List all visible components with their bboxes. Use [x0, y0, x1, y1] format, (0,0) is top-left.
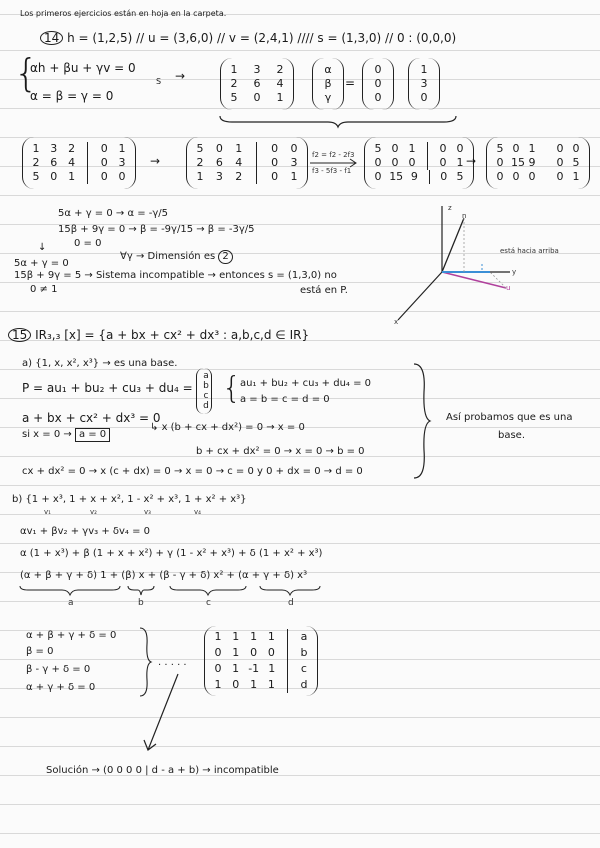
group-label-b: b — [138, 598, 144, 608]
linear-combination: αv₁ + βv₂ + γv₃ + δv₄ = 0 — [20, 526, 151, 537]
v1-label: v₁ — [44, 508, 51, 516]
final-matrix: 1 1 1 1 a 0 1 0 0 b 0 1 -1 1 c 1 0 1 1 d — [204, 626, 318, 696]
final-sys-line-4: α + γ + δ = 0 — [26, 682, 96, 693]
system-brace: { — [14, 51, 39, 95]
sys-line-3: 0 = 0 — [74, 238, 102, 249]
p-system-line-1: au₁ + bu₂ + cu₃ + du₄ = 0 — [240, 378, 372, 389]
row-operation-1: f2 = f2 - 2f3 — [312, 151, 355, 159]
exercise-15-number: 15 — [8, 328, 31, 342]
arrow: → — [150, 154, 161, 168]
poly-equation: a + bx + cx² + dx³ = 0 — [22, 411, 161, 425]
augmented-matrix-2: 5 0 1 0 0 2 6 4 0 3 1 3 2 0 1 — [186, 137, 308, 189]
plot-annotation: está hacia arriba — [500, 247, 559, 255]
forall-line: ∀γ → Dimensión es 2 — [120, 250, 233, 264]
step-3: cx + dx² = 0 → x (c + dx) = 0 → x = 0 → c = 0 y 0 + dx = 0 → d = 0 — [22, 466, 363, 477]
final-sys-line-1: α + β + γ + δ = 0 — [26, 630, 117, 641]
trivial-solution: α = β = γ = 0 — [30, 89, 114, 103]
step-2: b + cx + dx² = 0 → x = 0 → b = 0 — [196, 446, 365, 457]
v4-label: v₄ — [194, 508, 201, 516]
down-arrow: ↓ — [38, 242, 47, 253]
exercise-15-title — [8, 328, 309, 342]
step-1: ↳ x (b + cx + dx²) = 0 → x = 0 — [150, 422, 305, 433]
vector-n-label: n — [462, 212, 467, 220]
a-zero-box: a = 0 — [75, 428, 110, 442]
arrow: → — [466, 154, 477, 168]
p-system-brace: { — [222, 371, 242, 406]
sys-line-2: 15β + 9γ = 0 → β = -9γ/15 → β = -3γ/5 — [58, 224, 255, 235]
vector-u-label: u — [506, 284, 511, 292]
combination-eq: αh + βu + γv = 0 — [30, 61, 136, 75]
group-underbraces — [20, 584, 350, 598]
exercise-15-title-text: IR₃,₃ [x] = {a + bx + cx² + dx³ : a,b,c,d ∈ IR} — [35, 328, 310, 342]
group-label-d: d — [288, 598, 294, 608]
incomp-line-2: 15β + 9γ = 5 → Sistema incompatible → entonces s = (1,3,0) no — [14, 270, 337, 281]
axis-x-label: x — [394, 318, 399, 326]
augmented-matrix-1: 1 3 2 0 1 2 6 4 0 3 5 0 1 0 0 — [22, 137, 136, 189]
exercise-14-vectors — [40, 31, 456, 45]
p-combination: P = au₁ + bu₂ + cu₃ + du₄ = — [22, 381, 193, 395]
underbrace — [218, 114, 458, 128]
v2-label: v₂ — [90, 508, 97, 516]
incomp-line-3: 0 ≠ 1 — [30, 284, 58, 295]
axis-y-label: y — [512, 268, 517, 276]
expanded-expression: α (1 + x³) + β (1 + x + x²) + γ (1 - x² + x³) + δ (1 + x² + x³) — [20, 548, 323, 559]
exercise-14-vectors-text: h = (1,2,5) // u = (3,6,0) // v = (2,4,1) //// s = (1,3,0) // 0 : (0,0,0) — [67, 31, 457, 45]
part-b-set: b) {1 + x³, 1 + x + x², 1 - x² + x³, 1 + x² + x³} — [12, 494, 247, 505]
conclusion-line-1: Así probamos que es una — [446, 412, 573, 423]
incomp-line-1: 5α + γ = 0 — [14, 258, 69, 269]
if-x-zero: si x = 0 → a = 0 — [22, 428, 110, 442]
incomp-tail: está en P. — [300, 285, 348, 296]
s-vector: 1 3 0 — [408, 58, 440, 110]
p-vector: a b c d — [196, 368, 212, 414]
diagonal-arrow — [142, 672, 182, 756]
part-a-basis: a) {1, x, x², x³} → es una base. — [22, 358, 178, 369]
v3-label: v₃ — [144, 508, 151, 516]
sys-line-1: 5α + γ = 0 → α = -γ/5 — [58, 208, 169, 219]
group-label-a: a — [68, 598, 74, 608]
row-operation-2: f3 - 5f3 - f1 — [312, 167, 352, 175]
augmented-matrix-4: 5 0 1 0 0 0 15 9 0 5 0 0 0 0 1 — [486, 137, 590, 189]
exercise-14-number: 14 — [40, 31, 63, 45]
solution-line: Solución → (0 0 0 0 | d - a + b) → incompatible — [46, 765, 279, 776]
header-note: Los primeros ejercicios están en hoja en la carpeta. — [20, 9, 227, 18]
unknowns-vector: α β γ — [312, 58, 344, 110]
vector-sketch — [392, 202, 532, 332]
final-sys-line-2: β = 0 — [26, 646, 54, 657]
conclusion-line-2: base. — [498, 430, 526, 441]
final-sys-line-3: β - γ + δ = 0 — [26, 664, 91, 675]
dimension-value: 2 — [218, 250, 232, 264]
arrow: → — [175, 69, 186, 83]
dots: · · · · · — [158, 660, 187, 671]
right-brace — [412, 362, 432, 480]
group-label-c: c — [206, 598, 211, 608]
grouped-expression: (α + β + γ + δ) 1 + (β) x + (β - γ + δ) x² + (α + γ + δ) x³ — [20, 570, 308, 581]
combination-eq-sub: S — [156, 77, 162, 86]
equals-sign: = — [345, 76, 356, 90]
zero-vector: 0 0 0 — [362, 58, 394, 110]
axis-z-label: z — [448, 204, 452, 212]
p-system-line-2: a = b = c = d = 0 — [240, 394, 330, 405]
matrix-a: 1 3 2 2 6 4 5 0 1 — [220, 58, 294, 110]
op-arrow — [310, 158, 360, 168]
augmented-matrix-3: 5 0 1 0 0 0 0 0 0 1 0 15 9 0 5 — [364, 137, 474, 189]
